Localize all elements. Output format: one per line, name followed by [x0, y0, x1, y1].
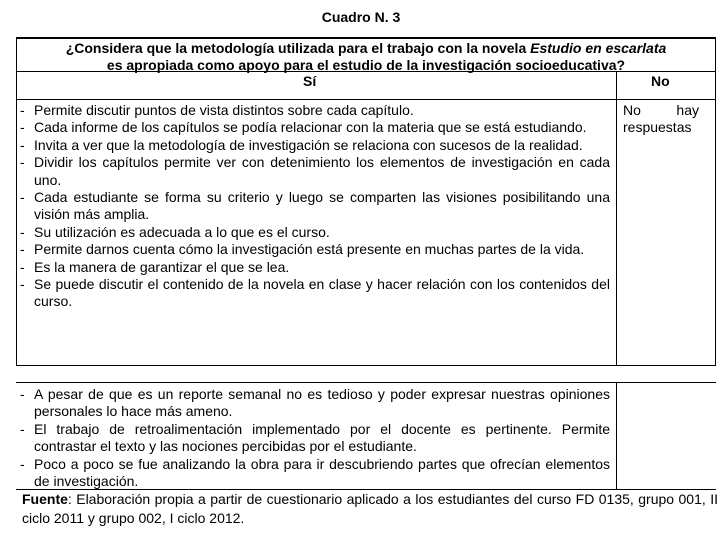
list-item: - Invita a ver que la metodología de investigación se relaciona con sucesos de la realidad. — [20, 136, 583, 153]
group1-bottom-border — [16, 365, 716, 366]
table-top-border — [16, 37, 716, 39]
list-item: - Permite discutir puntos de vista distintos sobre cada capítulo. — [20, 102, 414, 118]
column-divider-top — [616, 71, 617, 366]
table-left-border-top — [16, 37, 17, 366]
list-item: - Se puede discutir el contenido de la novela en clase y hacer relación con los contenidos del curso. — [20, 276, 610, 310]
list-item: - Cada estudiante se forma su criterio y luego se comparten las visiones posibilitando una visión más amplia. — [20, 189, 610, 223]
source-text: : Elaboración propia a partir de cuestionario aplicado a los estudiantes del curso FD 0135, grupo 001, II ciclo 2011 y grupo 002, I ciclo 2012. — [22, 491, 718, 526]
list-item: - Permite darnos cuenta cómo la investigación está presente en muchas partes de la vida. — [20, 241, 585, 258]
source-label: Fuente — [22, 491, 68, 507]
question — [16, 40, 716, 74]
question-novel-title: Estudio en escarlata — [530, 40, 667, 56]
header-bottom-border — [16, 99, 716, 100]
table-right-border-top — [715, 37, 716, 366]
list-item: - Cada informe de los capítulos se podía relacionar con la materia que se está estudiando. — [20, 119, 587, 136]
question-line2: es apropiada como apoyo para el estudio de la investigación socioeducativa? — [106, 57, 626, 73]
column-divider-bottom — [616, 382, 617, 490]
question-prefix: ¿Considera que la metodología utilizada para el trabajo con la novela — [65, 40, 531, 56]
yes-responses-group-1 — [20, 102, 610, 311]
group2-top-border — [16, 382, 716, 383]
list-item: - Su utilización es adecuada a lo que es el curso. — [20, 223, 330, 240]
list-item: - Dividir los capítulos permite ver con detenimiento los elementos de investigación en cada uno. — [20, 154, 610, 188]
source-note — [22, 490, 718, 528]
no-responses: No hay respuestas — [623, 102, 699, 135]
list-item: - Poco a poco se fue analizando la obra para ir descubriendo partes que ofrecían elementos de investigación. — [20, 455, 610, 490]
list-item: - Es la manera de garantizar el que se lea. — [20, 258, 290, 275]
list-item: - A pesar de que es un reporte semanal no es tedioso y poder expresar nuestras opiniones personales lo hace más ameno. — [20, 386, 610, 420]
column-header-yes: Sí — [303, 73, 317, 89]
table-title: Cuadro N. 3 — [321, 9, 401, 25]
column-header-no: No — [651, 73, 670, 89]
list-item: - El trabajo de retroalimentación implementado por el docente es pertinente. Permite contrastar el texto y las nociones percibidas por el estudiante. — [20, 420, 610, 455]
yes-responses-group-2 — [20, 386, 610, 490]
